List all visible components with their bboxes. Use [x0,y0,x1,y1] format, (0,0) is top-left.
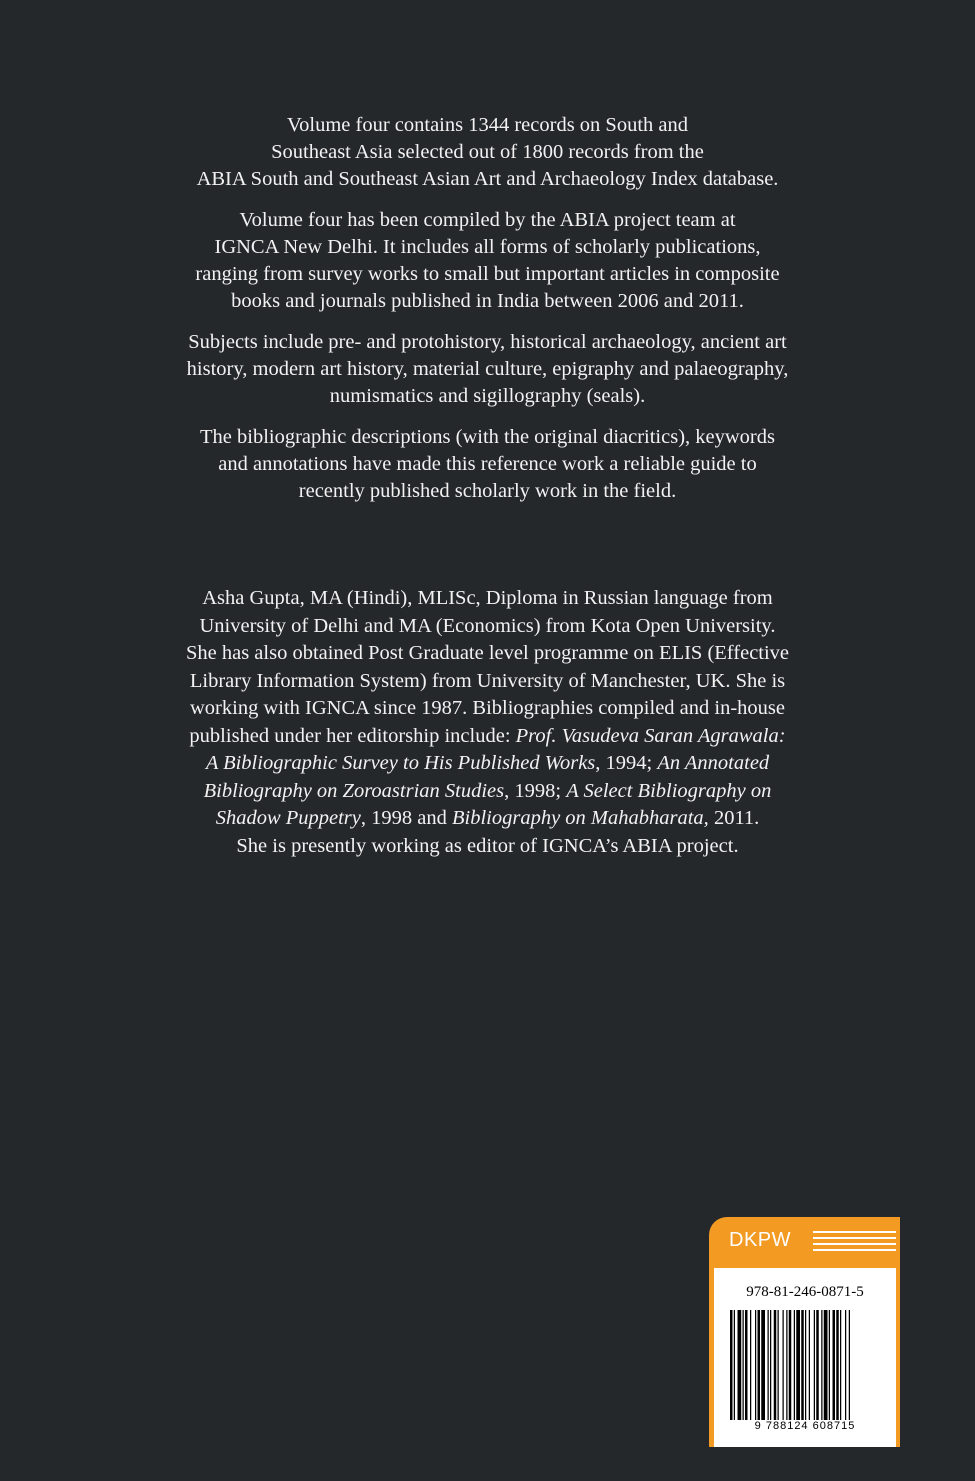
blurb-paragraph-2 [120,207,855,315]
book-title: Bibliography on Zoroastrian Studies [203,779,505,802]
blurb-paragraph-3 [120,329,855,410]
text-span: 2011. [708,807,760,829]
text-line: She is presently working as editor of IGNCA’s ABIA project. [236,834,739,857]
barcode-number: 9 788124 608715 [754,1420,856,1432]
book-title: Shadow Puppetry [215,807,361,829]
barcode-icon [730,1310,884,1420]
text-line: The bibliographic descriptions (with the original diacritics), keywords [200,426,775,448]
book-title: Prof. Vasudeva Saran Agrawala: [515,724,786,747]
text-line: Subjects include pre- and protohistory, historical archaeology, ancient art [188,331,787,353]
blurb-paragraph-1 [120,112,855,193]
text-line: recently published scholarly work in the field. [298,480,677,502]
book-title: An Annotated [657,752,770,774]
text-line: Southeast Asia selected out of 1800 records from the [271,141,704,163]
text-line: Asha Gupta, MA (Hindi), MLISc, Diploma in Russian language from [202,587,773,609]
text-line [120,778,855,806]
description-blurb [120,112,855,519]
text-line: and annotations have made this reference work a reliable guide to [218,453,757,475]
text-span: , 1998; [504,779,567,802]
text-span: , 1994; [595,752,658,774]
text-line: IGNCA New Delhi. It includes all forms of scholarly publications, [214,236,761,258]
publisher-barcode-block [709,1217,900,1447]
text-line: books and journals published in India between 2006 and 2011. [231,290,744,312]
logo-lines-icon [813,1231,896,1255]
text-line: Library Information System) from University of Manchester, UK. She is [189,669,786,692]
book-title: Bibliography on Mahabharata, [452,807,709,829]
text-span: , 1998 and [360,807,452,829]
text-line: numismatics and sigillography (seals). [329,385,646,407]
publisher-logo-row [709,1217,900,1269]
text-line [120,805,855,833]
text-line [120,723,855,751]
barcode-box [714,1268,896,1447]
text-line: University of Delhi and MA (Economics) from Kota Open University. [199,614,776,637]
text-line: working with IGNCA since 1987. Bibliographies compiled and in-house [190,697,785,719]
text-line: ABIA South and Southeast Asian Art and Archaeology Index database. [196,168,779,190]
text-line [120,750,855,778]
book-title: A Bibliographic Survey to His Published Works [205,752,596,774]
text-line: She has also obtained Post Graduate level programme on ELIS (Effective [185,642,790,664]
text-line: Volume four contains 1344 records on South and [286,114,689,136]
text-line: history, modern art history, material culture, epigraphy and palaeography, [186,358,789,380]
blurb-paragraph-4 [120,424,855,505]
text-line: Volume four has been compiled by the ABIA project team at [239,209,736,231]
text-span: published under her editorship include: [189,724,516,747]
author-bio [120,585,855,860]
book-title: A Select Bibliography on [566,779,772,802]
publisher-logo: DKPW [729,1229,791,1251]
text-line: ranging from survey works to small but important articles in composite [195,263,780,285]
isbn-text: 978-81-246-0871-5 [746,1284,864,1300]
